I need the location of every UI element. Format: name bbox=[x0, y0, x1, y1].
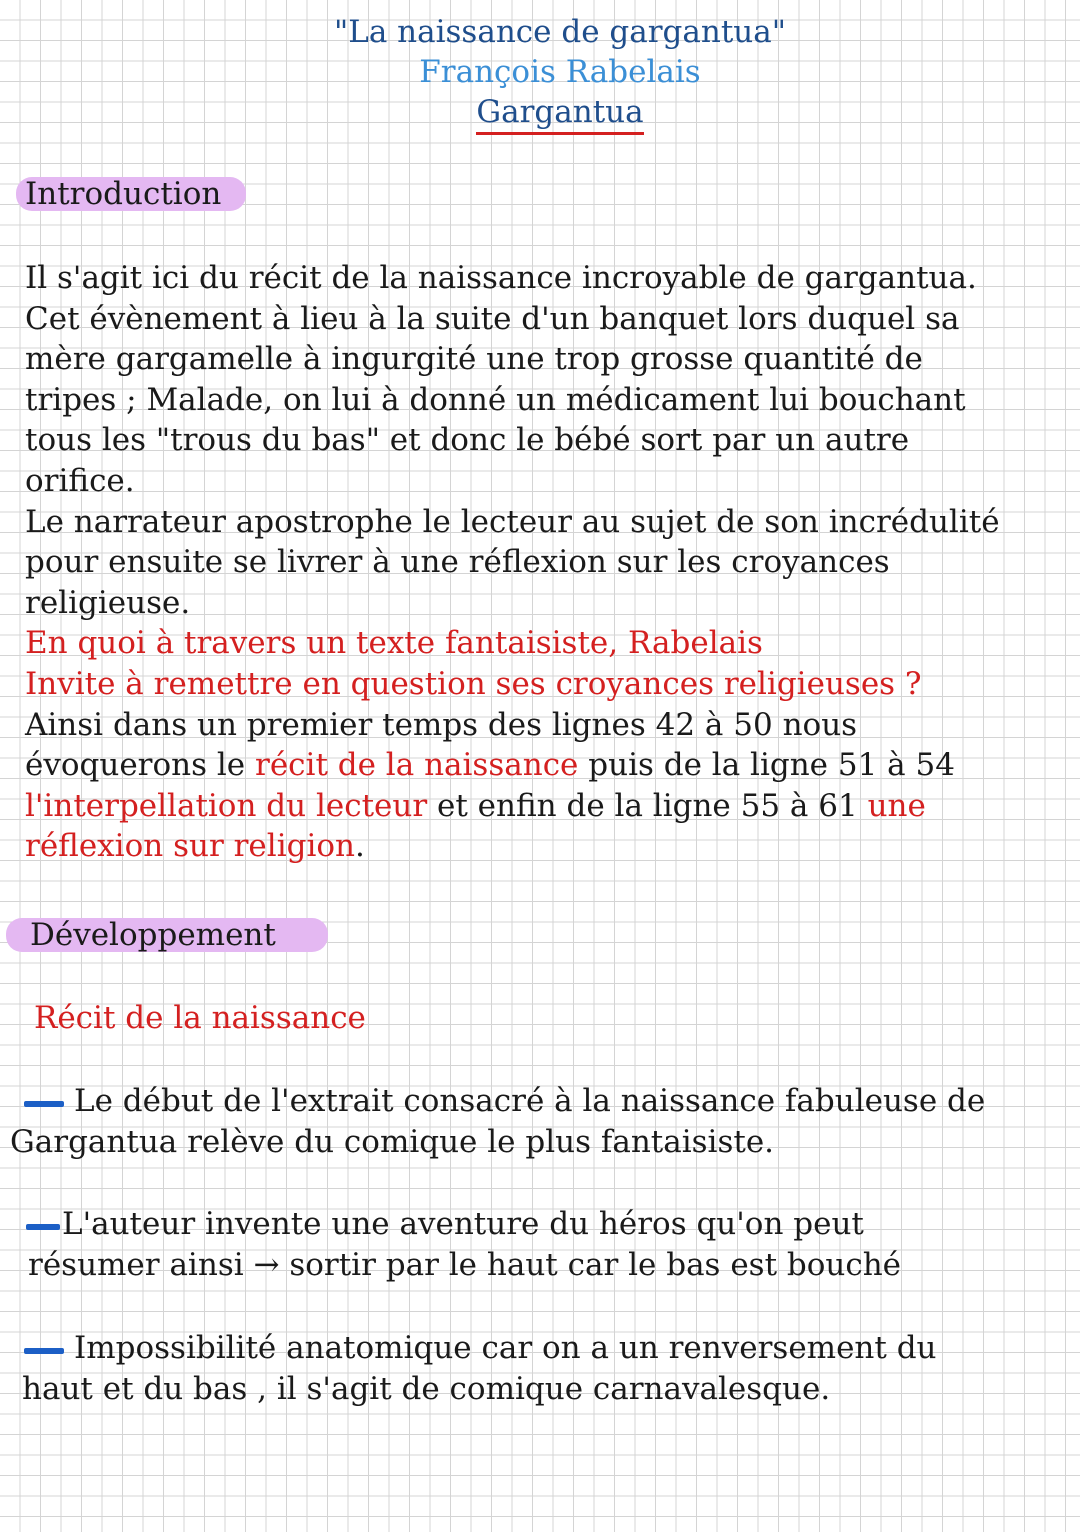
plan-text: puis de la ligne 51 à 54 bbox=[578, 747, 955, 784]
bullet-point bbox=[0, 1204, 1080, 1286]
intro-line: pour ensuite se livrer à une réflexion sur les croyances bbox=[25, 544, 890, 581]
bullet-line: Gargantua relève du comique le plus fantaisiste. bbox=[10, 1124, 775, 1160]
bullet-text: Le début de l'extrait consacré à la naissance fabuleuse de bbox=[74, 1083, 986, 1119]
bullet-line: haut et du bas , il s'agit de comique carnavalesque. bbox=[22, 1371, 831, 1407]
bullet-line: résumer ainsi → sortir par le haut car le bas est bouché bbox=[28, 1247, 902, 1283]
work-title-text: Gargantua bbox=[476, 94, 643, 135]
bullet-line bbox=[0, 1204, 1080, 1245]
intro-line: orifice. bbox=[25, 462, 135, 499]
plan-highlight: une bbox=[867, 787, 926, 824]
intro-line: Cet évènement à lieu à la suite d'un banquet lors duquel sa bbox=[25, 300, 960, 337]
problematique-line: En quoi à travers un texte fantaisiste, Rabelais bbox=[25, 625, 763, 662]
development-heading: Développement bbox=[6, 918, 328, 952]
plan-highlight: l'interpellation du lecteur bbox=[25, 787, 428, 824]
plan-highlight: récit de la naissance bbox=[255, 747, 579, 784]
title-quote: "La naissance de gargantua" bbox=[333, 14, 786, 50]
bullet-line bbox=[0, 1081, 1080, 1122]
plan-line bbox=[25, 826, 1070, 867]
bullet-text: L'auteur invente une aventure du héros qu'on peut bbox=[62, 1206, 864, 1242]
plan-text: . bbox=[355, 828, 365, 865]
plan-text: évoquerons le bbox=[25, 747, 256, 784]
plan-text: et enfin de la ligne 55 à 61 bbox=[427, 787, 868, 824]
bullet-point bbox=[0, 1081, 1080, 1163]
bullet-text: Impossibilité anatomique car on a un renversement du bbox=[74, 1330, 937, 1366]
dash-icon bbox=[26, 1224, 60, 1230]
intro-line: tripes ; Malade, on lui à donné un médicament lui bouchant bbox=[25, 381, 966, 418]
introduction-heading: Introduction bbox=[16, 177, 246, 211]
dash-icon bbox=[24, 1101, 64, 1107]
author-name: François Rabelais bbox=[419, 54, 701, 90]
dash-icon bbox=[24, 1348, 64, 1354]
plan-highlight: réflexion sur religion bbox=[25, 828, 355, 865]
plan-line bbox=[25, 786, 1070, 827]
plan-line: Ainsi dans un premier temps des lignes 42 à 50 nous bbox=[25, 706, 858, 743]
work-title bbox=[0, 92, 1080, 132]
intro-line: Il s'agit ici du récit de la naissance incroyable de gargantua. bbox=[25, 260, 977, 296]
section-subheading: Récit de la naissance bbox=[34, 1000, 366, 1036]
bullet-line bbox=[0, 1328, 1080, 1369]
introduction-paragraph bbox=[25, 258, 1070, 867]
intro-line: tous les "trous du bas" et donc le bébé sort par un autre bbox=[25, 422, 910, 459]
intro-line: Le narrateur apostrophe le lecteur au sujet de son incrédulité bbox=[25, 503, 1000, 540]
plan-line bbox=[25, 745, 1070, 786]
intro-line: religieuse. bbox=[25, 584, 191, 621]
problematique-line: Invite à remettre en question ses croyances religieuses ? bbox=[25, 665, 922, 702]
intro-line: mère gargamelle à ingurgité une trop grosse quantité de bbox=[25, 341, 923, 378]
bullet-point bbox=[0, 1328, 1080, 1410]
